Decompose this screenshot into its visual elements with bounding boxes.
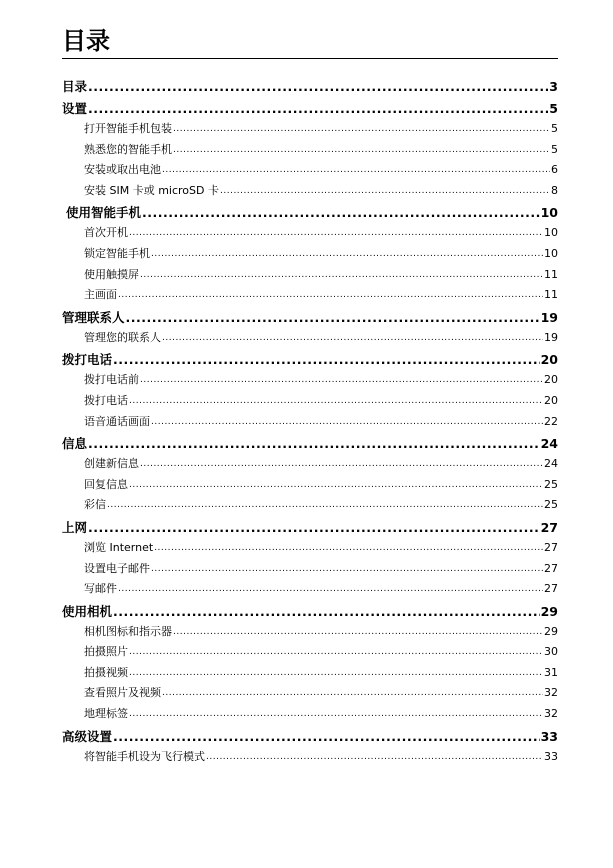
section-page-number: 27 [544, 582, 558, 596]
dot-leader [151, 421, 543, 432]
toc-section-entry[interactable] [62, 244, 558, 265]
chapter-title: 使用智能手机 [66, 205, 142, 221]
toc-section-entry[interactable] [62, 412, 558, 433]
toc-chapter-entry[interactable] [62, 602, 558, 622]
section-page-number: 8 [551, 183, 558, 197]
dot-leader [113, 734, 540, 747]
dot-leader [162, 170, 550, 181]
toc-section-entry[interactable] [62, 538, 558, 559]
section-title: 使用触摸屏 [84, 267, 139, 281]
section-page-number: 19 [544, 330, 558, 344]
dot-leader [88, 525, 540, 538]
toc-section-entry[interactable] [62, 704, 558, 725]
chapter-page-number: 20 [540, 352, 558, 368]
section-page-number: 31 [544, 665, 558, 679]
chapter-page-number: 33 [540, 728, 558, 744]
dot-leader [113, 609, 540, 622]
section-page-number: 32 [544, 707, 558, 721]
section-page-number: 24 [544, 457, 558, 471]
toc-section-entry[interactable] [62, 223, 558, 244]
toc-section-entry[interactable] [62, 683, 558, 704]
toc-chapter-entry[interactable] [62, 77, 558, 97]
section-page-number: 22 [544, 414, 558, 428]
toc-section-entry[interactable] [62, 181, 558, 202]
chapter-title: 信息 [62, 436, 88, 452]
section-page-number: 27 [544, 561, 558, 575]
chapter-page-number: 10 [540, 205, 558, 221]
section-title: 相机图标和指示器 [84, 624, 172, 638]
section-page-number: 32 [544, 686, 558, 700]
section-page-number: 5 [551, 142, 558, 156]
dot-leader [129, 401, 543, 412]
section-title: 打开智能手机包装 [84, 122, 172, 135]
section-title: 拍摄照片 [84, 645, 128, 659]
chapter-title: 上网 [62, 519, 88, 535]
chapter-page-number: 5 [549, 101, 558, 116]
section-page-number: 11 [544, 288, 558, 302]
section-page-number: 33 [544, 749, 558, 763]
toc-section-entry[interactable] [62, 559, 558, 580]
chapter-page-number: 27 [540, 519, 558, 535]
toc-page [62, 24, 558, 767]
chapter-page-number: 19 [540, 309, 558, 325]
dot-leader [206, 756, 543, 767]
dot-leader [88, 442, 540, 455]
table-of-contents [62, 77, 558, 767]
section-title: 浏览 Internet [84, 540, 154, 554]
toc-section-entry[interactable] [62, 642, 558, 663]
section-page-number: 5 [551, 122, 558, 135]
toc-chapter-entry[interactable] [62, 518, 558, 538]
chapter-page-number: 29 [540, 603, 558, 619]
chapter-page-number: 3 [549, 79, 558, 94]
dot-leader [129, 233, 543, 244]
toc-section-entry[interactable] [62, 160, 558, 181]
dot-leader [88, 85, 548, 98]
dot-leader [220, 190, 550, 201]
toc-section-entry[interactable] [62, 265, 558, 286]
section-page-number: 25 [544, 477, 558, 491]
section-title: 语音通话画面 [84, 414, 150, 428]
section-title: 主画面 [84, 288, 117, 302]
dot-leader [113, 358, 540, 371]
dot-leader [140, 380, 543, 391]
dot-leader [118, 589, 543, 600]
dot-leader [162, 693, 543, 704]
section-title: 拍摄视频 [84, 665, 128, 679]
section-title: 安装 SIM 卡或 microSD 卡 [84, 183, 219, 197]
toc-chapter-entry[interactable] [62, 727, 558, 747]
dot-leader [173, 631, 543, 642]
dot-leader [151, 254, 543, 265]
toc-section-entry[interactable] [62, 475, 558, 496]
title-divider [62, 58, 558, 59]
section-page-number: 10 [544, 246, 558, 260]
section-title: 安装或取出电池 [84, 163, 161, 177]
chapter-title: 使用相机 [62, 603, 113, 619]
toc-section-entry[interactable] [62, 663, 558, 684]
section-page-number: 25 [544, 498, 558, 512]
section-title: 回复信息 [84, 477, 128, 491]
section-page-number: 20 [544, 373, 558, 387]
section-page-number: 11 [544, 267, 558, 281]
toc-section-entry[interactable] [62, 119, 558, 140]
section-page-number: 27 [544, 540, 558, 554]
section-title: 熟悉您的智能手机 [84, 142, 172, 156]
dot-leader [142, 211, 540, 224]
toc-section-entry[interactable] [62, 328, 558, 349]
section-title: 锁定智能手机 [84, 246, 150, 260]
dot-leader [126, 315, 540, 328]
section-page-number: 30 [544, 645, 558, 659]
section-title: 彩信 [84, 498, 106, 512]
chapter-title: 目录 [62, 79, 88, 94]
section-title: 拨打电话前 [84, 373, 139, 387]
toc-section-entry[interactable] [62, 579, 558, 600]
dot-leader [173, 149, 550, 160]
section-page-number: 29 [544, 624, 558, 638]
toc-section-entry[interactable] [62, 454, 558, 475]
section-title: 首次开机 [84, 226, 128, 240]
section-title: 将智能手机设为飞行模式 [84, 749, 205, 763]
dot-leader [129, 672, 543, 683]
toc-section-entry[interactable] [62, 140, 558, 161]
dot-leader [140, 464, 543, 475]
chapter-title: 设置 [62, 101, 88, 116]
section-title: 写邮件 [84, 582, 117, 596]
toc-section-entry[interactable] [62, 622, 558, 643]
section-title: 设置电子邮件 [84, 561, 150, 575]
dot-leader [107, 505, 543, 516]
toc-chapter-entry[interactable] [62, 99, 558, 119]
dot-leader [162, 337, 543, 348]
chapter-title: 管理联系人 [62, 309, 125, 325]
toc-chapter-entry[interactable] [62, 434, 558, 454]
dot-leader [140, 274, 543, 285]
section-title: 地理标签 [84, 707, 128, 721]
dot-leader [154, 548, 543, 559]
chapter-title: 拨打电话 [62, 352, 113, 368]
section-page-number: 20 [544, 393, 558, 407]
toc-section-entry[interactable] [62, 391, 558, 412]
toc-chapter-entry[interactable] [62, 308, 558, 328]
toc-section-entry[interactable] [62, 747, 558, 768]
section-page-number: 10 [544, 226, 558, 240]
section-title: 查看照片及视频 [84, 686, 161, 700]
toc-chapter-entry[interactable] [62, 350, 558, 370]
chapter-title: 高级设置 [62, 728, 113, 744]
section-page-number: 6 [551, 163, 558, 177]
section-title: 拨打电话 [84, 393, 128, 407]
page-title: 目录 [62, 27, 110, 55]
toc-chapter-entry[interactable] [62, 203, 558, 223]
section-title: 创建新信息 [84, 457, 139, 471]
dot-leader [151, 568, 543, 579]
section-title: 管理您的联系人 [84, 330, 161, 344]
toc-section-entry[interactable] [62, 285, 558, 306]
dot-leader [129, 652, 543, 663]
dot-leader [129, 714, 543, 725]
dot-leader [88, 107, 548, 120]
toc-section-entry[interactable] [62, 495, 558, 516]
dot-leader [118, 295, 543, 306]
dot-leader [129, 484, 543, 495]
toc-section-entry[interactable] [62, 370, 558, 391]
chapter-page-number: 24 [540, 436, 558, 452]
dot-leader [173, 129, 550, 140]
